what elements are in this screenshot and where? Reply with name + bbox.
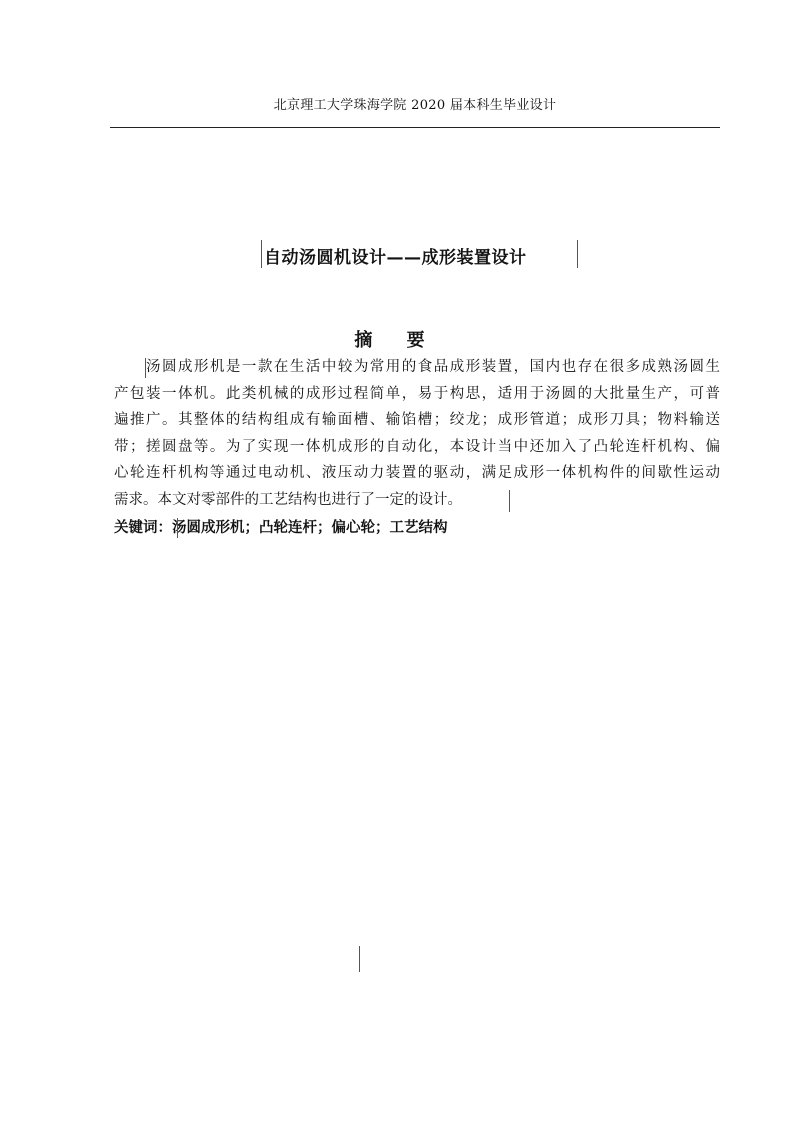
document-title: 自动汤圆机设计——成形装置设计 (264, 248, 527, 268)
page-header: 北京理工大学珠海学院 2020 届本科生毕业设计 (273, 98, 557, 113)
abstract-line: 需求。本文对零部件的工艺结构也进行了一定的设计。 (114, 491, 462, 508)
abstract-line: 遍推广。其整体的结构组成有输面槽、输馅槽；绞龙；成形管道；成形刀具；物料输送 (114, 412, 720, 428)
abstract-line: 心轮连杆机构等通过电动机、液压动力装置的驱动，满足成形一体机构件的间歇性运动 (114, 465, 720, 481)
text-cursor-marker (509, 490, 510, 512)
keywords-values: 汤圆成形机；凸轮连杆；偏心轮；工艺结构 (172, 520, 448, 536)
keywords-label: 关键词： (114, 520, 172, 536)
abstract-line: 产包装一体机。此类机械的成形过程简单，易于构思，适用于汤圆的大批量生产，可普 (114, 385, 720, 402)
text-cursor-marker (177, 518, 178, 538)
abstract-heading: 摘 要 (354, 330, 439, 351)
text-cursor-marker (359, 946, 360, 972)
text-cursor-marker (577, 240, 578, 268)
abstract-body (114, 354, 720, 513)
keywords-line (114, 516, 448, 537)
text-cursor-marker (261, 240, 262, 268)
abstract-line: 带；搓圆盘等。为了实现一体机成形的自动化，本设计当中还加入了凸轮连杆机构、偏 (114, 438, 720, 455)
header-divider (110, 127, 720, 128)
abstract-line: 汤圆成形机是一款在生活中较为常用的食品成形装置，国内也存在很多成熟汤圆生 (146, 359, 720, 375)
